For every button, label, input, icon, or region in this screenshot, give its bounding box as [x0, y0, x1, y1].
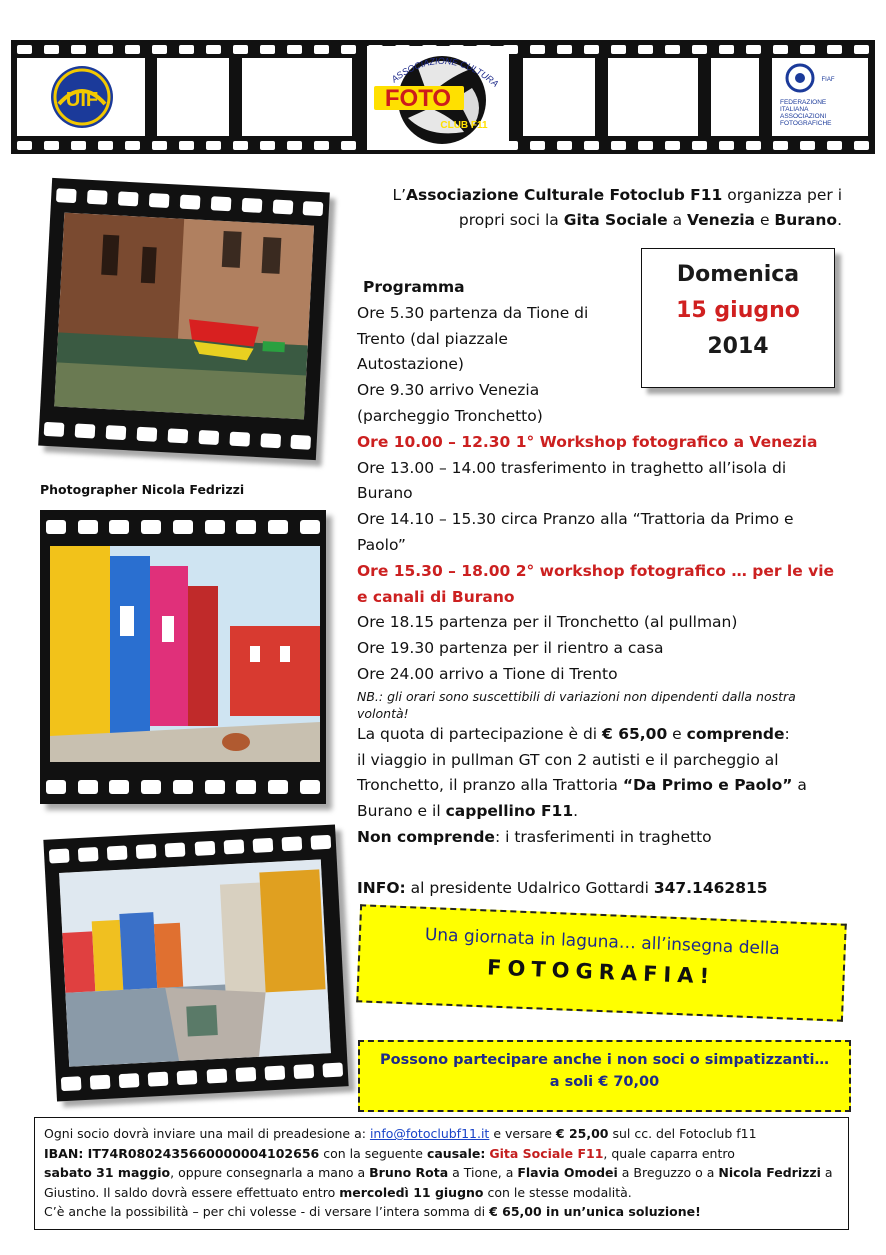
film-frame-empty: [242, 58, 352, 136]
footer-line: sabato 31 maggio, oppure consegnarla a mano a Bruno Rota a Tione, a Flavia Omodei a Breguzzo o a Nicola Fedrizzi a: [44, 1165, 833, 1180]
not-included-line: Non comprende: i trasferimenti in traghetto: [357, 827, 712, 846]
footer-line: Ogni socio dovrà inviare una mail di preadesione a: info@fotoclubf11.it e versare € 25,00 sul cc. del Fotoclub f11: [44, 1126, 757, 1141]
photo-frame-burano-canal: [43, 825, 348, 1102]
svg-text:FOTO: FOTO: [384, 85, 452, 112]
program-line: Ore 19.30 partenza per il rientro a casa: [357, 639, 664, 658]
program-line: Ore 24.00 arrivo a Tione di Trento: [357, 664, 618, 683]
program-section: [357, 275, 847, 902]
date-weekday: Domenica: [676, 262, 800, 287]
svg-text:CLUB F11: CLUB F11: [440, 120, 488, 131]
program-line: Ore 13.00 – 14.00 trasferimento in traghetto all’isola di: [357, 458, 787, 477]
film-frame-empty: [608, 58, 698, 136]
burano-houses-photo: [50, 546, 320, 762]
price-line: La quota di partecipazione è di € 65,00 e comprende:: [357, 724, 790, 743]
svg-text:UIF: UIF: [65, 89, 99, 111]
intro-text: L’Associazione Culturale Fotoclub F11 organizza per i propri soci la Gita Sociale a Venezia e Burano.: [392, 186, 842, 229]
svg-text:ASSOCIAZIONI: ASSOCIAZIONI: [780, 113, 827, 120]
fotografia-banner: Una giornata in laguna… all’insegna della FOTOGRAFIA!: [356, 904, 847, 1021]
program-line: Burano: [357, 484, 413, 503]
photo-credit: Photographer Nicola Fedrizzi: [40, 482, 245, 497]
svg-text:FEDERAZIONE: FEDERAZIONE: [780, 99, 827, 106]
non-members-banner: Possono partecipare anche i non soci o simpatizzanti… a soli € 70,00: [358, 1040, 851, 1112]
program-line-highlight: e canali di Burano: [357, 587, 515, 606]
program-note: NB.: gli orari sono suscettibili di variazioni non dipendenti dalla nostra: [357, 688, 796, 704]
date-day-month: 15 giugno: [676, 298, 800, 323]
price-line: Burano e il cappellino F11.: [357, 802, 579, 821]
program-line: Autostazione): [357, 355, 464, 374]
photo-frame-burano-houses: [40, 510, 326, 804]
program-line: Ore 14.10 – 15.30 circa Pranzo alla “Trattoria da Primo e: [357, 510, 794, 529]
payment-instructions: [34, 1117, 849, 1230]
svg-text:FIAF: FIAF: [821, 77, 835, 83]
photo-frame-venice-canal: [38, 178, 330, 460]
program-note: volontà!: [357, 705, 409, 721]
film-frame-empty: [711, 58, 759, 136]
program-line: Ore 9.30 arrivo Venezia: [357, 381, 540, 400]
svg-text:ASSOCIAZIONE CULTURALE: ASSOCIAZIONE CULTURA: [389, 55, 501, 89]
uif-logo: [49, 64, 115, 130]
program-line: Paolo”: [357, 535, 406, 554]
program-title: Programma: [363, 278, 465, 296]
program-line: (parcheggio Tronchetto): [357, 406, 543, 425]
venice-canal-photo: [54, 213, 314, 420]
footer-line: Giustino. Il saldo dovrà essere effettuato entro mercoledì 11 giugno con le stesse modalità.: [44, 1184, 632, 1200]
price-line: Tronchetto, il pranzo alla Trattoria “Da Primo e Paolo” a: [357, 776, 807, 795]
date-year: 2014: [707, 334, 769, 359]
program-line-highlight: Ore 10.00 – 12.30 1° Workshop fotografico a Venezia: [357, 432, 818, 451]
program-line: Ore 18.15 partenza per il Tronchetto (al pullman): [357, 613, 738, 632]
footer-line: C’è anche la possibilità – per chi volesse - di versare l’intera somma di € 65,00 in un’unica soluzione!: [44, 1204, 701, 1219]
program-line: Ore 5.30 partenza da Tione di: [357, 303, 589, 322]
svg-text:FOTOGRAFICHE: FOTOGRAFICHE: [780, 120, 832, 127]
email-link[interactable]: info@fotoclubf11.it: [369, 1126, 490, 1141]
film-frame-empty: [523, 58, 595, 136]
price-line: il viaggio in pullman GT con 2 autisti e il parcheggio al: [357, 750, 779, 769]
svg-text:ITALIANA: ITALIANA: [780, 106, 809, 113]
program-line-highlight: Ore 15.30 – 18.00 2° workshop fotografico … per le vie: [357, 561, 835, 580]
footer-line: IBAN: IT74R0802435660000004102656 con la seguente causale: Gita Sociale F11, quale caparra entro: [44, 1145, 735, 1161]
fiaf-logo: [776, 62, 846, 134]
film-frame-empty: [157, 58, 229, 136]
burano-canal-photo: [59, 859, 331, 1066]
fotoclub-f11-logo: [368, 48, 512, 148]
info-line: INFO: al presidente Udalrico Gottardi 347.1462815: [357, 878, 768, 897]
program-line: Trento (dal piazzale: [357, 329, 508, 348]
